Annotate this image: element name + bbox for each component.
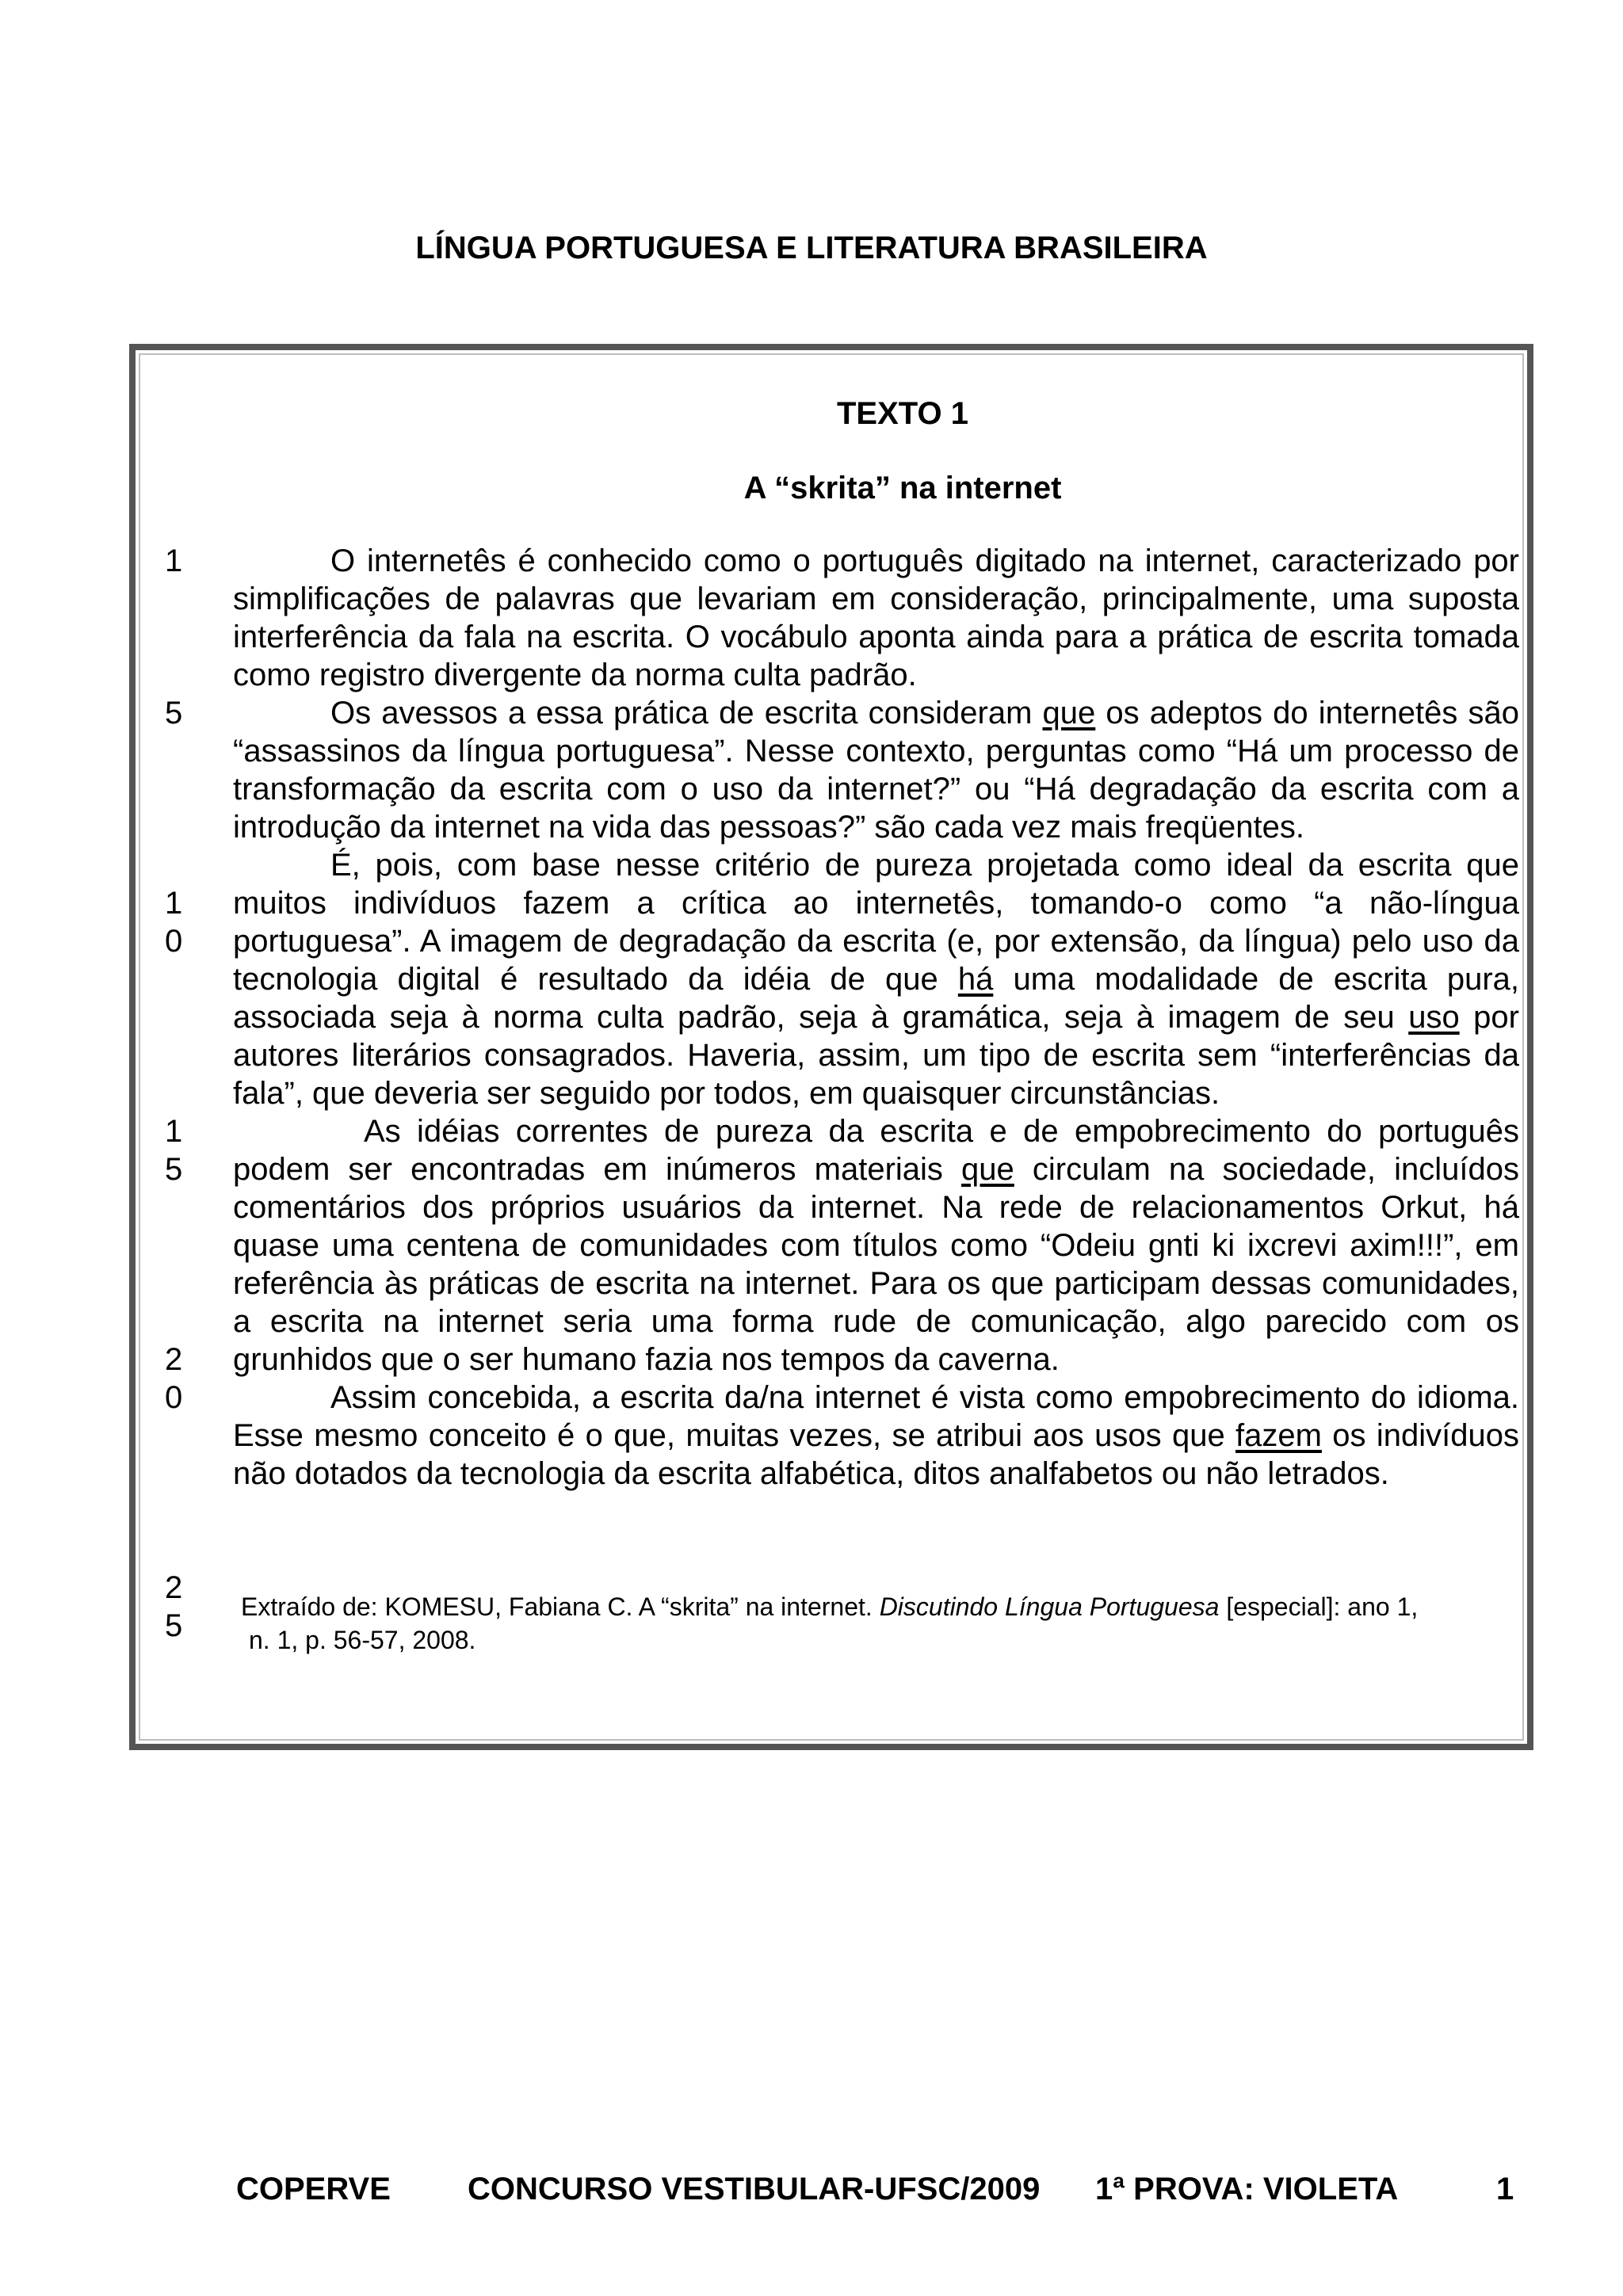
line-number: 2 [165,1570,183,1605]
paragraph-4: As idéias correntes de pureza da escrita e de empobrecimento do português podem ser encontradas em inúmeros materiais que circulam na sociedade, incluídos comentários dos próprios usuários da internet. Na rede de relacionamentos Orkut, há quase uma centena de comunidades com títulos como “Odeiu gnti ki ixcrevi axim!!!”, em referência às práticas de escrita na internet. Para os que participam dessas comunidades, a escrita na internet seria uma forma rude de comunicação, algo parecido com os grunhidos que o ser humano fazia nos tempos da caverna. [233,1114,1519,1377]
underlined-word: há [957,962,994,997]
underlined-word: que [1042,696,1096,730]
line-number: 5 [165,696,183,730]
line-number: 5 [165,1608,183,1643]
footer-org: COPERVE [236,2172,391,2206]
line-number: 1 [165,886,183,921]
underlined-word: fazem [1235,1418,1322,1453]
page-number: 1 [1496,2172,1514,2206]
line-number: 0 [165,924,183,959]
line-number: 1 [165,543,183,578]
line-number: 5 [165,1152,183,1187]
text-label: TEXTO 1 [837,396,968,431]
page-title: LÍNGUA PORTUGUESA E LITERATURA BRASILEIRA [415,231,1208,265]
publication-title: Discutindo Língua Portuguesa [879,1592,1220,1621]
footer-proof: 1ª PROVA: VIOLETA [1095,2172,1399,2206]
text-title: A “skrita” na internet [743,471,1062,505]
line-number: 1 [165,1114,183,1149]
text-box [129,344,1533,1750]
underlined-word: uso [1408,1000,1460,1035]
paragraph-5: Assim concebida, a escrita da/na internet é vista como empobrecimento do idioma. Esse mesmo conceito é o que, muitas vezes, se atribui aos usos que fazem os indivíduos não dotados da tecnologia da escrita alfabética, ditos analfabetos ou não letrados. [233,1380,1519,1491]
source-citation: Extraído de: KOMESU, Fabiana C. A “skrita” na internet. Discutindo Língua Portuguesa [especial]: ano 1, n. 1, p. 56-57, 2008. [241,1592,1419,1654]
paragraph-2: Os avessos a essa prática de escrita consideram que os adeptos do internetês são “assassinos da língua portuguesa”. Nesse contexto, perguntas como “Há um processo de transformação da escrita com o uso da internet?” ou “Há degradação da escrita com a introdução da internet na vida das pessoas?” são cada vez mais freqüentes. [233,696,1519,845]
underlined-word: que [961,1152,1014,1187]
line-number: 0 [165,1380,183,1415]
paragraph-1: O internetês é conhecido como o português digitado na internet, caracterizado por simplificações de palavras que levariam em consideração, principalmente, uma suposta interferência da fala na escrita. O vocábulo aponta ainda para a prática de escrita tomada como registro divergente da norma culta padrão. [233,543,1519,692]
footer-exam: CONCURSO VESTIBULAR-UFSC/2009 [468,2172,1041,2206]
article-body [233,542,1519,1493]
line-number: 2 [165,1342,183,1377]
paragraph-3: É, pois, com base nesse critério de pureza projetada como ideal da escrita que muitos indivíduos fazem a crítica ao internetês, tomando-o como “a não-língua portuguesa”. A imagem de degradação da escrita (e, por extensão, da língua) pelo uso da tecnologia digital é resultado da idéia de que há uma modalidade de escrita pura, associada seja à norma culta padrão, seja à gramática, seja à imagem de seu uso por autores literários consagrados. Haveria, assim, um tipo de escrita sem “interferências da fala”, que deveria ser seguido por todos, em quaisquer circunstâncias. [233,848,1520,1111]
